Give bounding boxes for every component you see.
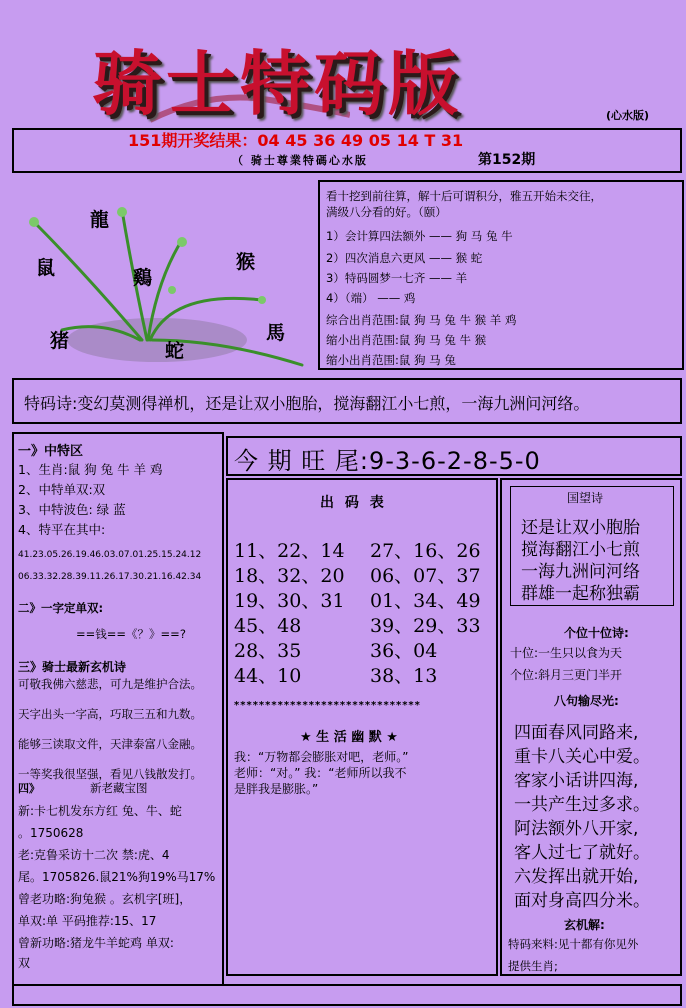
tail-box <box>226 436 682 476</box>
eight-line: 一共产生过多求。 <box>514 795 650 815</box>
humor-line: 老师：“对。” 我：“老师所以我不 <box>234 766 407 780</box>
flat-pick: 4、特平在其中: <box>18 522 106 537</box>
left-column <box>12 432 224 988</box>
intro-box <box>318 180 684 370</box>
humor-line: 是胖我是膨胀。” <box>234 782 319 796</box>
treasure-line: 曾新功略:猪龙牛羊蛇鸡 单双: <box>18 936 174 950</box>
treasure-line: 双 <box>18 956 31 970</box>
number-row: 44、10 <box>234 665 302 687</box>
number-row: 01、34、49 <box>370 590 481 612</box>
humor-line: 我：“万物都会膨胀对吧，老师。” <box>234 750 409 764</box>
intro-line: 看十挖到前往算，解十后可谓积分，雅五开始未交往， <box>326 189 602 203</box>
poem-line: 天字出头一字高，巧取三五和九数。 <box>18 707 202 721</box>
number-row: 39、29、33 <box>370 615 481 637</box>
number-row: 18、32、20 <box>234 565 345 587</box>
poem-text: 特码诗:变幻莫测得禅机，还是让双小胞胎，搅海翻江小七煎，一海九洲问河络。 <box>24 394 590 413</box>
number-row: 27、16、26 <box>370 540 481 562</box>
number-row: 36、04 <box>370 640 438 662</box>
zodiac-monkey: 猴 <box>236 251 256 273</box>
xuanji-line: 提供生肖; <box>508 959 558 973</box>
guowang-line: 群雄一起称独霸 <box>521 584 640 604</box>
intro-line: 缩小出肖范围:鼠 狗 马 兔 牛 猴 <box>326 333 487 347</box>
intro-line: 2）四次消息六更风 —— 猴 蛇 <box>326 251 483 265</box>
eight-line: 重卡八关心中爱。 <box>514 747 650 767</box>
xuanji-line: 特码来料:见十都有你见外 <box>508 937 639 951</box>
section-title: 三》骑士最新玄机诗 <box>18 660 127 674</box>
eight-line: 六发挥出就开始, <box>514 867 639 887</box>
eight-line: 四面春风同路来, <box>514 723 639 743</box>
guowang-title: 国望诗 <box>567 491 604 505</box>
zodiac-snake: 蛇 <box>165 340 185 362</box>
treasure-line: 尾。1705826.鼠21%狗19%马17% <box>18 870 216 884</box>
page-title: 骑士特码版 <box>92 42 462 125</box>
draw-result: 151期开奖结果：04 45 36 49 05 14 T 31 <box>128 131 464 150</box>
number-row: 38、13 <box>370 665 438 687</box>
number-list: 06.33.32.28.39.11.26.17.30.21.16.42.34 <box>18 572 202 582</box>
section-subtitle: 新老藏宝图 <box>90 781 148 795</box>
intro-line: 4）（端） —— 鸡 <box>326 291 416 305</box>
intro-line: 1）会计算四法额外 —— 狗 马 兔 牛 <box>326 229 513 243</box>
wave-pick: 3、中特波色: 绿 蓝 <box>18 502 126 517</box>
odd-even-pick: 2、中特单双:双 <box>18 482 106 497</box>
guowang-line: 一海九洲问河络 <box>521 562 640 582</box>
eight-line: 面对身高四分米。 <box>514 891 650 911</box>
digits-title: 个位十位诗: <box>564 626 629 640</box>
treasure-line: 单双:单 平码推荐:15、17 <box>18 914 157 928</box>
eight-line: 客人过七了就好。 <box>514 843 650 863</box>
zodiac-horse: 馬 <box>266 322 286 344</box>
edition-label: (心水版) <box>606 109 650 122</box>
table-title: 出 码 表 <box>320 495 387 511</box>
zodiac-rat: 鼠 <box>36 257 56 279</box>
zodiac-pick: 1、生肖:鼠 狗 兔 牛 羊 鸡 <box>18 462 163 477</box>
intro-line: 3）特码圆梦一七齐 —— 羊 <box>326 271 468 285</box>
bottom-bar <box>12 984 682 1006</box>
guowang-line: 搅海翻江小七煎 <box>521 540 640 560</box>
treasure-line: 新:卡七机发东方红 兔、牛、蛇 <box>18 804 182 818</box>
riddle-text: ==钱==《？》==? <box>76 627 186 641</box>
treasure-line: 老:克鲁采访十二次 禁:虎、4 <box>18 848 170 862</box>
star-divider: ****************************** <box>234 700 421 711</box>
zodiac-dragon: 龍 <box>90 209 110 231</box>
zodiac-pig: 猪 <box>50 330 70 352</box>
ones-line: 个位:斜月三更门半开 <box>510 668 623 682</box>
treasure-line: 曾老功略:狗兔猴 。玄机字[班]， <box>18 892 192 906</box>
number-row: 28、35 <box>234 640 302 662</box>
section-title: 四》 <box>18 782 40 795</box>
number-row: 11、22、14 <box>234 540 345 562</box>
number-row: 45、48 <box>234 615 302 637</box>
eight-line: 客家小话讲四海, <box>514 771 639 791</box>
number-row: 06、07、37 <box>370 565 481 587</box>
intro-line: 缩小出肖范围:鼠 狗 马 兔 <box>326 353 456 367</box>
eight-lines-title: 八句输尽光: <box>554 694 619 708</box>
number-table-column <box>226 478 498 976</box>
poem-bar <box>12 378 682 424</box>
lucky-tail: 今 期 旺 尾:9-3-6-2-8-5-0 <box>234 447 541 475</box>
guowang-box <box>510 486 674 606</box>
poem-line: 一等奖我很坚强，看见八钱散发打。 <box>18 767 202 781</box>
intro-line: 综合出肖范围:鼠 狗 马 兔 牛 猴 羊 鸡 <box>326 313 517 327</box>
guowang-line: 还是让双小胞胎 <box>521 518 640 538</box>
section-title: 二》一字定单双: <box>18 601 104 615</box>
eight-line: 阿法额外八开家, <box>514 819 639 839</box>
treasure-line: 。1750628 <box>18 826 84 840</box>
right-column <box>500 478 682 976</box>
humor-title: ★ 生 活 幽 默 ★ <box>300 730 398 745</box>
number-row: 19、30、31 <box>234 590 345 612</box>
poem-line: 可敬我佛六慈悲，可九是维护合法。 <box>18 677 202 691</box>
tens-line: 十位:一生只以食为天 <box>510 646 623 660</box>
poem-line: 能够三读取文件，天津泰富八金融。 <box>18 737 202 751</box>
issue-number: 第152期 <box>478 152 536 168</box>
subtitle: （ 骑士尊業特碼心水版 <box>232 154 368 167</box>
intro-line: 满级八分看的好。（颐） <box>326 205 447 219</box>
xuanji-title: 玄机解: <box>564 918 605 932</box>
number-list: 41.23.05.26.19.46.03.07.01.25.15.24.12 <box>18 550 202 560</box>
zodiac-chicken: 鷄 <box>133 267 153 289</box>
section-title: 一》中特区 <box>18 444 84 459</box>
